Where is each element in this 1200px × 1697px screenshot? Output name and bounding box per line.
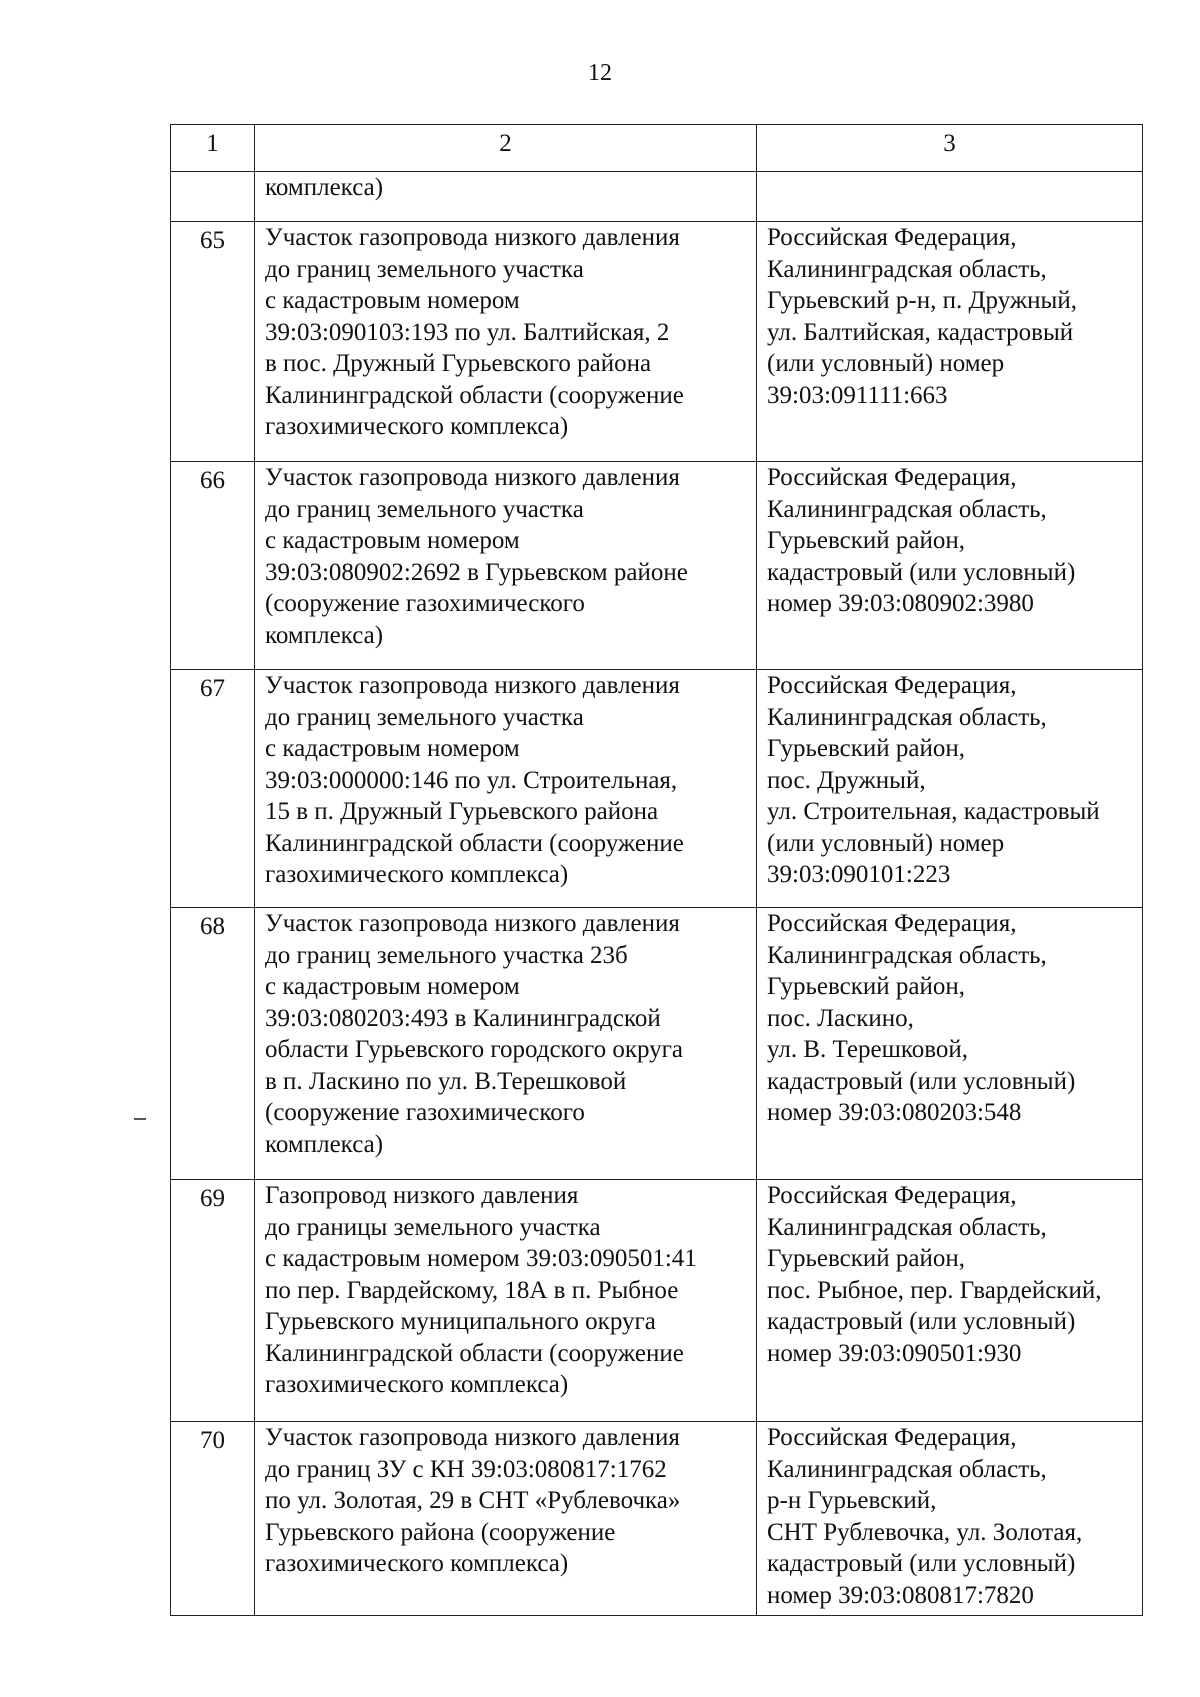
table-row-continuation	[171, 172, 1143, 222]
row-number: 65	[171, 222, 255, 462]
row-number: 67	[171, 670, 255, 908]
header-col-2: 2	[255, 125, 757, 172]
property-table	[170, 124, 1143, 1616]
row-address: Российская Федерация, Калининградская область, Гурьевский район, кадастровый (или условный) номер 39:03:080902:3980	[757, 462, 1143, 670]
table-row	[171, 462, 1143, 670]
row-description: Участок газопровода низкого давления до границ земельного участка с кадастровым номером 39:03:000000:146 по ул. Строительная, 15 в п. Дружный Гурьевского района Калининградской области (сооружение газохимического комплекса)	[255, 670, 757, 908]
page-number: 12	[588, 60, 612, 86]
row-address: Российская Федерация, Калининградская область, Гурьевский район, пос. Дружный, ул. Строительная, кадастровый (или условный) номер 39:03:090101:223	[757, 670, 1143, 908]
table-row	[171, 908, 1143, 1180]
row-description: Газопровод низкого давления до границы земельного участка с кадастровым номером 39:03:090501:41 по пер. Гвардейскому, 18А в п. Рыбное Гурьевского муниципального округа Калининградской области (сооружение газохимического комплекса)	[255, 1180, 757, 1422]
row-number: 68	[171, 908, 255, 1180]
row-address	[757, 172, 1143, 222]
table-row	[171, 1180, 1143, 1422]
row-address: Российская Федерация, Калининградская область, р-н Гурьевский, СНТ Рублевочка, ул. Золотая, кадастровый (или условный) номер 39:03:080817:7820	[757, 1422, 1143, 1616]
margin-mark	[134, 1118, 146, 1120]
row-number: 70	[171, 1422, 255, 1616]
row-address: Российская Федерация, Калининградская область, Гурьевский район, пос. Рыбное, пер. Гвардейский, кадастровый (или условный) номер 39:03:090501:930	[757, 1180, 1143, 1422]
row-number: 66	[171, 462, 255, 670]
table-row	[171, 1422, 1143, 1616]
row-description: Участок газопровода низкого давления до границ земельного участка с кадастровым номером 39:03:080902:2692 в Гурьевском районе (сооружение газохимического комплекса)	[255, 462, 757, 670]
row-description: Участок газопровода низкого давления до границ земельного участка 23б с кадастровым номером 39:03:080203:493 в Калининградской области Гурьевского городского округа в п. Ласкино по ул. В.Терешковой (сооружение газохимического комплекса)	[255, 908, 757, 1180]
header-col-1: 1	[171, 125, 255, 172]
row-number	[171, 172, 255, 222]
row-description: комплекса)	[255, 172, 757, 222]
header-col-3: 3	[757, 125, 1143, 172]
table-header-row	[171, 125, 1143, 172]
row-number: 69	[171, 1180, 255, 1422]
row-address: Российская Федерация, Калининградская область, Гурьевский р-н, п. Дружный, ул. Балтийская, кадастровый (или условный) номер 39:03:091111:663	[757, 222, 1143, 462]
row-address: Российская Федерация, Калининградская область, Гурьевский район, пос. Ласкино, ул. В. Терешковой, кадастровый (или условный) номер 39:03:080203:548	[757, 908, 1143, 1180]
row-description: Участок газопровода низкого давления до границ ЗУ с КН 39:03:080817:1762 по ул. Золотая, 29 в СНТ «Рублевочка» Гурьевского района (сооружение газохимического комплекса)	[255, 1422, 757, 1616]
table-row	[171, 222, 1143, 462]
table-row	[171, 670, 1143, 908]
row-description: Участок газопровода низкого давления до границ земельного участка с кадастровым номером 39:03:090103:193 по ул. Балтийская, 2 в пос. Дружный Гурьевского района Калининградской области (сооружение газохимического комплекса)	[255, 222, 757, 462]
